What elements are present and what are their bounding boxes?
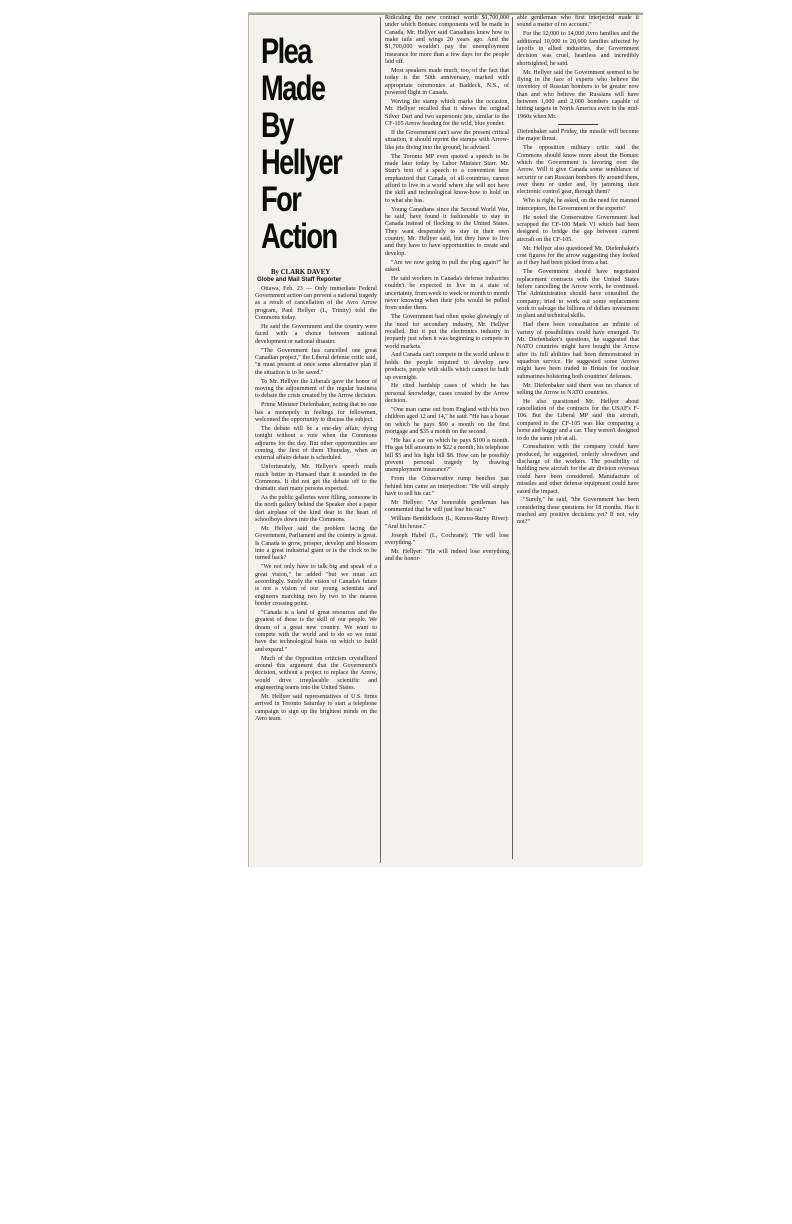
paragraph: For the 12,000 to 14,000 Avro families and the additional 10,000 to 20,000 families affected by layoffs in allied industries, the Government decision was cruel, heartless and incredibly shortsighted, he said. (517, 31, 639, 67)
paragraph: And Canada can't compete in the world unless it holds the people required to develop new products, people with skills which cannot be built up overnight. (385, 352, 509, 381)
headline-line: By Hellyer (261, 106, 342, 182)
article-column-3 (517, 15, 639, 528)
column-rule (380, 17, 381, 863)
paragraph: "One man came out from England with his two children aged 12 and 14," he said. "He has a house on which he pays $90 a month on the first mortgage and $35 a month on the second. (385, 407, 509, 436)
paragraph: Consultation with the company could have produced, he suggested, orderly slowdown and discharge of the workers. The possibility of building new aircraft for the air division overseas could have been considered. Manufacture of missiles and other defense equipment could have eased the impact. (517, 444, 639, 495)
paragraph: Mr Hellyer: "An honorable gentleman has commented that he will just lose his car." (385, 499, 509, 514)
paragraph: The debate will be a one-day affair, dying tonight without a vote when the Commons adjourns for the day. But other opportunities are coming, the first of them Thursday, when an external affairs debate is scheduled. (255, 425, 377, 462)
paragraph: Ottawa, Feb. 23 — Only immediate Federal Government action can prevent a national tragedy as a result of cancellation of the Avro Arrow program, Paul Hellyer (L, Trinity) told the Commons today. (255, 285, 377, 322)
paragraph: If the Government can't save the present critical situation, it should reprint the stamps with Arrow-like jets diving into the ground, he advised. (385, 129, 509, 151)
article-column-1 (255, 13, 377, 725)
headline-line: Plea Made (261, 32, 325, 108)
paragraph: The Government should have negotiated replacement contracts with the United States before cancelling the Arrow work, he continued. The Administration should have consulted the company; tried to work out some replacement work to salvage the billions of dollars investment in plant and technical skills. (517, 269, 639, 320)
paragraph: Most speakers made much, too, of the fact that today is the 50th anniversary, marked with appropriate ceremonies at Baddeck, N.S., of powered flight in Canada. (385, 68, 509, 97)
paragraph: Who is right, he asked, on the need for manned interceptors, the Government or the experts? (517, 198, 639, 212)
paragraph: Unfortunately, Mr. Hellyer's speech reads much better in Hansard than it sounded in the Commons. It did not get the debate off to the dramatic start many persons expected. (255, 464, 377, 493)
paragraph: William Benidickson (L, Kenora-Rainy River): "And his house." (385, 516, 509, 530)
paragraph: "Surely," he said, "the Government has been considering these questions for 18 months. Has it reached any positive decisions yet? If not, why not?" (517, 497, 639, 526)
paragraph: Prime Minister Diefenbaker, noting that no one has a monopoly in feelings for fellowmen, welcomed the opportunity to discuss the subject. (255, 402, 377, 423)
paragraph: From the Conservative rump benches just behind him came an interjection: "He will simply have to sell his car." (385, 476, 509, 498)
byline: By CLARK DAVEY (271, 269, 331, 276)
paragraph: Mr. Hellyer said representatives of U.S. firms arrived in Toronto Saturday to start a telephone campaign to sign up the brightest minds on the Avro team. (255, 694, 377, 723)
paragraph: Waving the stamp which marks the occasion, Mr. Hellyer recalled that it shows the original Silver Dart and two supersonic jets, similar to the CF-105 Arrow heading for the wild, blue yonder. (385, 98, 509, 127)
paragraph: The opposition military critic said the Commons should know more about the Bomarc which the Government is favoring over the Arrow. Will it give Canada some semblance of security or can Russian bombers fly around them, over them or under and, by jamming their electronic control gear, through them? (517, 145, 639, 196)
column-rule (512, 17, 513, 859)
paragraph: Much of the Opposition criticism crystallized around this argument that the Government's decision, without a project to replace the Arrow, would drive irreplacable scientific and engineering teams into the United States. (255, 655, 377, 692)
paragraph: Diefenbaker said Friday, the missile will become the major threat. (517, 129, 639, 143)
paragraph: He said the Government and the country were faced with a choice between national development or national disaster. (255, 324, 377, 345)
paragraph: As the public galleries were filling, someone in the north gallery behind the Speaker shot a paper dart airplane of the kind dear to the heart of schoolboys down into the Commons. (255, 495, 377, 524)
paragraph: The Government had often spoke glowingly of the need for secondary industry, Mr. Hellyer recalled. But it put the electronics industry in jeopardy just when it was beginning to compete in world markets. (385, 314, 509, 350)
paragraph: Mr. Hellyer: "He will indeed lose everything and the honor- (385, 548, 509, 563)
article-column-2 (385, 15, 509, 565)
paragraph: Mr. Hellyer said the problem facing the Government, Parliament and the country is great. Is Canada to grow, prosper, develop and blossom into a great industrial giant or is the clock to be turned back? (255, 526, 377, 562)
paragraph: He also questioned Mr. Hellyer about cancellation of the contracts for the USAF's F-106. But the Liberal MP said this aircraft, compared to the CF-105 was like comparing a horse and buggy and a car. They weren't designed to do the same job at all. (517, 398, 639, 442)
paragraph: able gentleman who first interjected made it sound a matter of no account." (517, 15, 639, 29)
newspaper-clipping (248, 12, 643, 867)
paragraph: He noted the Conservative Government had scrapped the CF-100 Mark VI which had been designed to bridge the gap between current aircraft on the CF-105. (517, 214, 639, 243)
affiliation: Globe and Mail Staff Reporter (257, 277, 342, 284)
section-divider (558, 124, 598, 125)
paragraph: Joseph Habel (L, Cochrane): "He will lose everything." (385, 532, 509, 546)
paragraph: "Canada is a land of great resources and the greatest of these is the skill of our people. We dream of a great new country. We want to compete with the world and to do so we must have the technological basis on which to build and expand." (255, 610, 377, 653)
paragraph: He said workers in Canada's defense industries couldn't be expected to live in a state of uncertainty, from week to week or month to month never knowing when their jobs would be pulled from under them. (385, 275, 509, 312)
paragraph: "The Government has cancelled one great Canadian project," the Liberal defense critic said, "it must present at once some alternative plan if the situation is to be saved." (255, 347, 377, 376)
paragraph: Young Canadians since the Second World War, he said, have found it fashionable to stay in Canada instead of flocking to the United States. They want desperately to stay in their own country, Mr. Hellyer said, but they have to live and they have to have opportunities to create and develop. (385, 206, 509, 257)
paragraph: Mr. Diefenbaker said there was no chance of selling the Arrow to NATO countries. (517, 382, 639, 396)
paragraph: Mr. Hellyer said the Government seemed to be flying in the face of experts who believe the inventory of Russian bombers to be greater now than and who believe the Russians will have between 1,000 and 2,000 bombers capable of hitting targets in North America even in the mid-1960s when Mr. (517, 69, 639, 120)
paragraph: Mr. Hellyer also questioned Mr. Diefenbaker's cost figures for the arrow suggesting they looked as if they had been picked from a hat. (517, 245, 639, 267)
paragraph: Ridiculing the new contract worth $1,700,000 under which Bomarc components will be made in Canada, Mr. Hellyer said Canadians knew how to make tails and wings 20 years ago. And the $1,700,000 wouldn't pay the unemployment insurance for more than a few days for the people laid off. (385, 15, 509, 66)
headline-line: For Action (261, 180, 337, 256)
paragraph: Had there been consultation an infinite of variety of possibilities could have emerged. To Mr. Diefenbaker's questions, he suggested that NATO countries might have bought the Arrow after its full abilities had been demonstrated in squadron service. He suggested some Arrows might have been traded to Britain for nuclear submarines bolstering both countries' defenses. (517, 322, 639, 380)
headline (261, 33, 378, 255)
paragraph: The Toronto MP even quoted a speech to be made later today by Labor Minister Starr. Mr. Starr's text of a speech to a convention here emphasized that Canada, of all countries, cannot afford to live in a world where she will not have the skill and technological know-how to hold on to what she has. (385, 153, 509, 204)
paragraph: To Mr. Hellyer the Liberals gave the honor of moving the adjournment of the regular business to debate the crisis created by the Arrow decision. (255, 378, 377, 400)
paragraph: "Are we now going to pull the plug again?" he asked. (385, 259, 509, 273)
paragraph: He cited hardship cases of which he has personal knowledge, cases created by the Arrow decision. (385, 383, 509, 405)
paragraph: "He has a car on which he pays $100 a month. His gas bill amounts to $22 a month; his telephone bill $5 and his light bill $8. How can he possibly prevent personal tragedy by drawing unemployment insurance?" (385, 438, 509, 474)
paragraph: "We not only have to talk big and speak of a great vision," he added "but we must act accordingly. Surely the vision of Canada's future is not a vision of our young scientists and engineers marching two by two to the nearest border crossing point. (255, 564, 377, 608)
